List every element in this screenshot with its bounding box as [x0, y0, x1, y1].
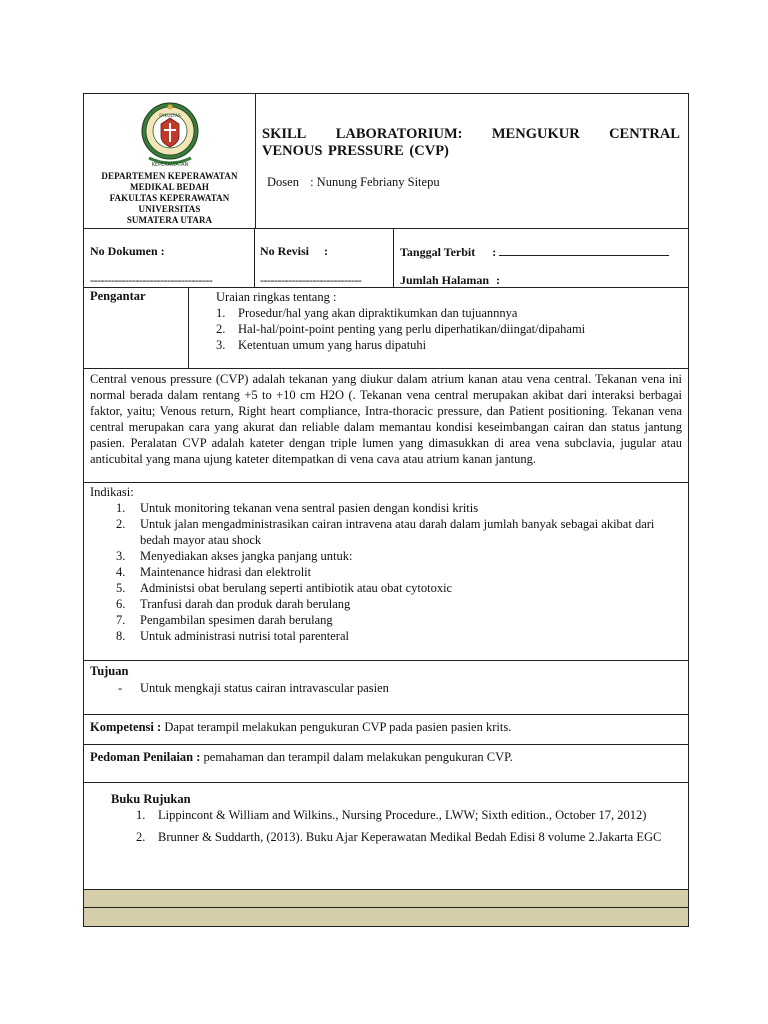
indikasi-section — [84, 483, 688, 661]
pedoman-label: Pedoman Penilaian : — [90, 750, 201, 764]
title-word: CENTRAL — [609, 126, 680, 142]
shaded-row — [84, 890, 688, 908]
item-text: Tranfusi darah dan produk darah berulang — [140, 597, 351, 611]
list-item — [90, 596, 682, 612]
dosen-line — [267, 175, 680, 190]
cvp-definition-paragraph: Central venous pressure (CVP) adalah tekanan yang diukur dalam atrium kanan atau vena central. Tekanan vena ini normal berada dalam rentang +5 to +10 cm H2O (. Tekanan vena central merupakan akibat dari interaksi berbagai faktor, yaitu; Venous return, Right heart compliance, Intra-thoracic pressure, dan Patient positioning. Tekanan vena central merupakan cara yang akurat dan reliable dalam memantau kondisi keseimbangan cairan dan status jantung pasien. Peralatan CVP adalah kateter dengan triple lumen yang dimasukkan di area vena subclavia, jugular atau anticubital yang mana ujung kateter ditempatkan di vena cava atau atrium kanan jantung. — [84, 369, 688, 483]
item-text: Lippincont & William and Wilkins., Nursing Procedure., LWW; Sixth edition., October 17, 2012) — [158, 808, 647, 822]
no-dokumen-cell — [84, 229, 255, 287]
item-text: Menyediakan akses jangka panjang untuk: — [140, 549, 353, 563]
item-number: 1. — [136, 808, 146, 822]
tanggal-terbit-blank — [499, 244, 669, 256]
no-dokumen-label: No Dokumen : — [90, 244, 165, 258]
pedoman-text: pemahaman dan terampil dalam melakukan pengukuran CVP. — [200, 750, 513, 764]
item-text: Administsi obat berulang seperti antibiotik atau obat cytotoxic — [140, 581, 453, 595]
list-item — [90, 680, 682, 696]
list-item — [90, 612, 682, 628]
title-word: MENGUKUR — [491, 126, 580, 142]
item-number: 3. — [116, 549, 126, 563]
item-number: 6. — [116, 597, 126, 611]
jumlah-colon: : — [496, 273, 501, 287]
tujuan-label: Tujuan — [90, 664, 129, 678]
item-text: Hal-hal/point-point penting yang perlu diperhatikan/diingat/dipahami — [238, 322, 586, 336]
title-line-2: VENOUS PRESSURE (CVP) — [262, 143, 449, 159]
rujukan-section — [84, 783, 688, 890]
pengantar-label: Pengantar — [84, 288, 189, 368]
list-item — [216, 337, 688, 353]
list-item — [216, 321, 688, 337]
dept-line: UNIVERSITAS — [138, 204, 201, 214]
list-item — [90, 564, 682, 580]
dept-line: FAKULTAS KEPERAWATAN — [109, 193, 230, 203]
item-number: 2. — [216, 322, 226, 336]
item-text: Untuk administrasi nutrisi total parenteral — [140, 629, 349, 643]
list-item — [90, 516, 682, 548]
pengantar-content — [189, 288, 688, 368]
pengantar-row — [84, 288, 688, 369]
no-revisi-colon: : — [324, 244, 328, 258]
dept-line: DEPARTEMEN KEPERAWATAN — [101, 171, 238, 181]
list-item — [90, 580, 682, 596]
item-text: Untuk mengkaji status cairan intravascular pasien — [140, 681, 389, 695]
dosen-value: : Nunung Febriany Sitepu — [310, 175, 440, 189]
item-number: 7. — [116, 613, 126, 627]
item-number: 3. — [216, 338, 226, 352]
item-text: Untuk monitoring tekanan vena sentral pasien dengan kondisi kritis — [140, 501, 479, 515]
jumlah-label-wrap — [400, 273, 500, 288]
header-right — [256, 94, 688, 228]
item-number: 5. — [116, 581, 126, 595]
no-dokumen-value: ----------------------------------- — [90, 273, 213, 287]
header-row — [84, 94, 688, 229]
dosen-label: Dosen — [267, 175, 299, 189]
kompetensi-label: Kompetensi : — [90, 720, 162, 734]
dept-line: MEDIKAL BEDAH — [129, 182, 210, 192]
title-word: LABORATORIUM: — [335, 126, 463, 142]
list-item — [216, 305, 688, 321]
seal-text-top: FAKULTAS — [158, 114, 181, 119]
tanggal-cell — [394, 229, 688, 287]
document-title — [262, 126, 680, 160]
list-item — [90, 500, 682, 516]
title-word: SKILL — [262, 126, 307, 142]
tanggal-label-wrap — [400, 244, 669, 260]
item-number: 4. — [116, 565, 126, 579]
pedoman-section — [84, 745, 688, 783]
header-left — [84, 94, 256, 228]
no-revisi-cell — [255, 229, 394, 287]
item-text: Pengambilan spesimen darah berulang — [140, 613, 333, 627]
item-text: Maintenance hidrasi dan elektrolit — [140, 565, 312, 579]
kompetensi-section — [84, 715, 688, 745]
jumlah-halaman-label: Jumlah Halaman — [400, 273, 490, 287]
item-number: 1. — [216, 306, 226, 320]
item-text: Prosedur/hal yang akan dipraktikumkan dan tujuannnya — [238, 306, 518, 320]
meta-row — [84, 229, 688, 288]
item-text: Ketentuan umum yang harus dipatuhi — [238, 338, 427, 352]
tanggal-colon: : — [492, 245, 497, 259]
document-form — [83, 93, 689, 927]
item-text: Untuk jalan mengadministrasikan cairan intravena atau darah dalam jumlah banyak sebagai akibat dari bedah mayor atau shock — [140, 517, 655, 547]
rujukan-label: Buku Rujukan — [111, 792, 191, 806]
item-text: Brunner & Suddarth, (2013). Buku Ajar Keperawatan Medikal Bedah Edisi 8 volume 2.Jakarta EGC — [158, 830, 662, 844]
no-revisi-value: ----------------------------- — [260, 273, 362, 287]
tujuan-section — [84, 661, 688, 715]
pengantar-intro: Uraian ringkas tentang : — [216, 290, 337, 304]
university-seal-icon — [139, 96, 201, 172]
department-name — [84, 171, 255, 226]
list-item — [111, 807, 680, 823]
item-number: 2. — [116, 517, 126, 531]
list-item — [111, 829, 680, 845]
indikasi-label: Indikasi: — [90, 485, 134, 499]
list-item — [90, 548, 682, 564]
item-number: 1. — [116, 501, 126, 515]
kompetensi-text: Dapat terampil melakukan pengukuran CVP pada pasien pasien krits. — [161, 720, 512, 734]
seal-text-bottom: KEPERAWATAN — [151, 162, 188, 168]
no-revisi-label: No Revisi — [260, 244, 309, 258]
shaded-row — [84, 908, 688, 926]
item-number: 8. — [116, 629, 126, 643]
item-bullet: - — [118, 681, 123, 695]
tanggal-terbit-label: Tanggal Terbit — [400, 245, 476, 259]
list-item — [90, 628, 682, 644]
item-number: 2. — [136, 830, 146, 844]
dept-line: SUMATERA UTARA — [126, 215, 213, 225]
no-revisi-label-wrap — [260, 244, 328, 259]
